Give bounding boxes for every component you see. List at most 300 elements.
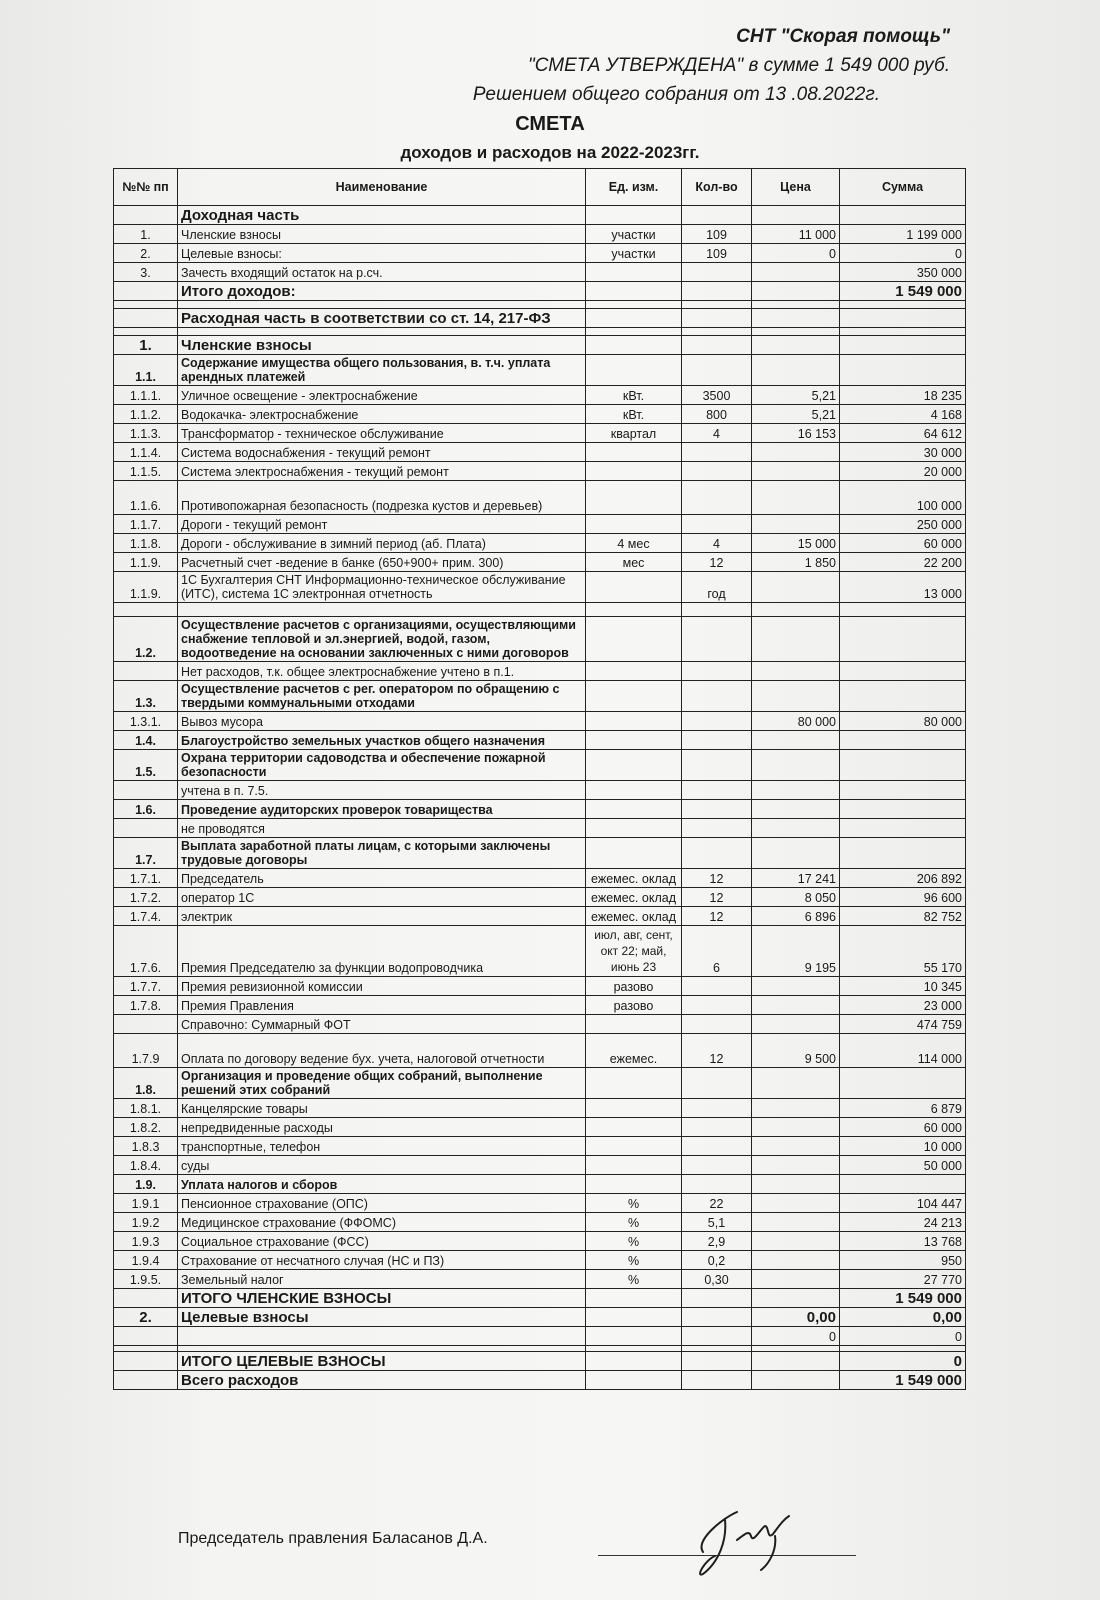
row-sum: 114 000 (840, 1034, 966, 1068)
row-price: 9 500 (752, 1034, 840, 1068)
row-sum: 0 (840, 1327, 966, 1346)
row-quantity (682, 1118, 752, 1137)
row-unit (586, 662, 682, 681)
row-number: 1.5. (114, 750, 178, 781)
row-unit: разово (586, 977, 682, 996)
table-row (114, 405, 966, 424)
table-row (114, 481, 966, 515)
row-unit (586, 206, 682, 225)
row-number: 1.1.3. (114, 424, 178, 443)
table-row (114, 731, 966, 750)
row-unit: кВт. (586, 405, 682, 424)
column-header-sum: Сумма (840, 169, 966, 206)
row-quantity (682, 301, 752, 309)
row-name: транспортные, телефон (178, 1137, 586, 1156)
document-subtitle: доходов и расходов на 2022-2023гг. (400, 143, 700, 162)
row-price (752, 603, 840, 617)
row-sum: 474 759 (840, 1015, 966, 1034)
row-name: Пенсионное страхование (ОПС) (178, 1194, 586, 1213)
row-quantity: 4 (682, 424, 752, 443)
row-name: оператор 1С (178, 888, 586, 907)
row-number: 1.7.2. (114, 888, 178, 907)
row-unit (586, 301, 682, 309)
row-name: Канцелярские товары (178, 1099, 586, 1118)
row-quantity: 109 (682, 225, 752, 244)
table-row (114, 443, 966, 462)
decision-date: Решением общего собрания от 13 .08.2022г. (472, 84, 880, 105)
table-row (114, 1327, 966, 1346)
row-sum: 0,00 (840, 1308, 966, 1327)
row-unit (586, 781, 682, 800)
row-sum (840, 617, 966, 662)
row-sum: 60 000 (840, 534, 966, 553)
row-sum (840, 328, 966, 336)
row-price: 0 (752, 244, 840, 263)
row-number: 1.7.1. (114, 869, 178, 888)
row-unit: % (586, 1213, 682, 1232)
table-row (114, 336, 966, 355)
table-row (114, 386, 966, 405)
table-row (114, 263, 966, 282)
row-sum: 30 000 (840, 443, 966, 462)
row-sum: 13 000 (840, 572, 966, 603)
table-row (114, 1068, 966, 1099)
table-row (114, 282, 966, 301)
table-row (114, 800, 966, 819)
row-price (752, 1156, 840, 1175)
row-name: Система электроснабжения - текущий ремонт (178, 462, 586, 481)
table-row (114, 819, 966, 838)
row-quantity (682, 1099, 752, 1118)
row-price (752, 572, 840, 603)
table-row (114, 1118, 966, 1137)
row-name (178, 603, 586, 617)
row-unit (586, 328, 682, 336)
row-unit (586, 481, 682, 515)
table-row (114, 617, 966, 662)
row-number (114, 206, 178, 225)
table-row (114, 1175, 966, 1194)
table-row (114, 572, 966, 603)
row-name: Водокачка- электроснабжение (178, 405, 586, 424)
row-number: 1.7.7. (114, 977, 178, 996)
row-quantity: 12 (682, 869, 752, 888)
row-unit (586, 572, 682, 603)
row-sum (840, 750, 966, 781)
row-name: Премия ревизионной комиссии (178, 977, 586, 996)
row-name: Проведение аудиторских проверок товарищества (178, 800, 586, 819)
row-price (752, 462, 840, 481)
row-name: Всего расходов (178, 1371, 586, 1390)
row-unit (586, 681, 682, 712)
row-number: 2. (114, 1308, 178, 1327)
row-quantity: год (682, 572, 752, 603)
table-row (114, 1156, 966, 1175)
row-number (114, 1015, 178, 1034)
row-unit: % (586, 1232, 682, 1251)
row-unit (586, 336, 682, 355)
row-name: Премия Председателю за функции водопроводчика (178, 926, 586, 977)
row-quantity (682, 1156, 752, 1175)
row-number (114, 662, 178, 681)
row-price (752, 838, 840, 869)
row-quantity (682, 1068, 752, 1099)
row-quantity (682, 328, 752, 336)
row-unit: % (586, 1270, 682, 1289)
row-sum (840, 206, 966, 225)
row-sum: 950 (840, 1251, 966, 1270)
row-name: Охрана территории садоводства и обеспечение пожарной безопасности (178, 750, 586, 781)
row-name: Организация и проведение общих собраний, выполнение решений этих собраний (178, 1068, 586, 1099)
row-number (114, 1289, 178, 1308)
row-quantity (682, 1289, 752, 1308)
row-price (752, 301, 840, 309)
row-sum: 10 345 (840, 977, 966, 996)
row-number (114, 1352, 178, 1371)
row-sum (840, 819, 966, 838)
row-unit (586, 800, 682, 819)
row-sum: 60 000 (840, 1118, 966, 1137)
row-name: электрик (178, 907, 586, 926)
row-price (752, 328, 840, 336)
row-price (752, 681, 840, 712)
row-sum: 23 000 (840, 996, 966, 1015)
row-name: Уплата налогов и сборов (178, 1175, 586, 1194)
table-row (114, 309, 966, 328)
table-row (114, 750, 966, 781)
row-number (114, 819, 178, 838)
row-name: Членские взносы (178, 225, 586, 244)
row-quantity (682, 800, 752, 819)
row-sum: 104 447 (840, 1194, 966, 1213)
row-number: 1.8.2. (114, 1118, 178, 1137)
row-name: Расчетный счет -ведение в банке (650+900+ прим. 300) (178, 553, 586, 572)
row-number: 1.1.4. (114, 443, 178, 462)
row-quantity: 12 (682, 553, 752, 572)
row-quantity (682, 996, 752, 1015)
row-quantity (682, 1308, 752, 1327)
row-name: Доходная часть (178, 206, 586, 225)
row-number: 1.6. (114, 800, 178, 819)
table-body (114, 206, 966, 1390)
signer-label: Председатель правления Баласанов Д.А. (178, 1530, 488, 1547)
row-unit (586, 1327, 682, 1346)
table-row (114, 553, 966, 572)
row-quantity (682, 681, 752, 712)
row-quantity (682, 515, 752, 534)
row-price (752, 481, 840, 515)
row-quantity (682, 481, 752, 515)
row-quantity: 12 (682, 888, 752, 907)
table-row (114, 681, 966, 712)
row-unit (586, 819, 682, 838)
row-price: 8 050 (752, 888, 840, 907)
row-number: 1.1.9. (114, 553, 178, 572)
row-number: 1.1.1. (114, 386, 178, 405)
row-quantity: 3500 (682, 386, 752, 405)
row-number: 1.7.4. (114, 907, 178, 926)
row-name: ИТОГО ЦЕЛЕВЫЕ ВЗНОСЫ (178, 1352, 586, 1371)
row-name: учтена в п. 7.5. (178, 781, 586, 800)
row-quantity (682, 336, 752, 355)
row-name: ИТОГО ЧЛЕНСКИЕ ВЗНОСЫ (178, 1289, 586, 1308)
row-unit: кВт. (586, 386, 682, 405)
table-row (114, 996, 966, 1015)
row-quantity: 22 (682, 1194, 752, 1213)
row-price (752, 781, 840, 800)
row-price (752, 443, 840, 462)
row-name: Справочно: Суммарный ФОТ (178, 1015, 586, 1034)
table-row (114, 206, 966, 225)
row-sum: 4 168 (840, 405, 966, 424)
row-price (752, 355, 840, 386)
row-unit (586, 1137, 682, 1156)
row-number (114, 781, 178, 800)
row-quantity: 0,30 (682, 1270, 752, 1289)
row-unit (586, 1352, 682, 1371)
row-unit (586, 1156, 682, 1175)
table-row (114, 1352, 966, 1371)
table-row (114, 1213, 966, 1232)
row-price (752, 263, 840, 282)
row-name: Выплата заработной платы лицам, с которыми заключены трудовые договоры (178, 838, 586, 869)
row-sum: 96 600 (840, 888, 966, 907)
row-unit (586, 838, 682, 869)
row-price (752, 1232, 840, 1251)
row-price (752, 1270, 840, 1289)
row-quantity (682, 712, 752, 731)
column-header-name: Наименование (178, 169, 586, 206)
row-price: 5,21 (752, 386, 840, 405)
row-sum: 10 000 (840, 1137, 966, 1156)
row-unit (586, 1118, 682, 1137)
row-name: Зачесть входящий остаток на р.сч. (178, 263, 586, 282)
row-quantity: 12 (682, 1034, 752, 1068)
row-number (114, 309, 178, 328)
table-row (114, 1251, 966, 1270)
row-price (752, 662, 840, 681)
row-unit (586, 309, 682, 328)
row-price (752, 1068, 840, 1099)
row-quantity: 0,2 (682, 1251, 752, 1270)
row-sum: 350 000 (840, 263, 966, 282)
row-number: 1.3.1. (114, 712, 178, 731)
row-number: 1.7.6. (114, 926, 178, 977)
table-row (114, 301, 966, 309)
row-unit (586, 603, 682, 617)
row-name: Медицинское страхование (ФФОМС) (178, 1213, 586, 1232)
row-unit (586, 263, 682, 282)
table-row (114, 244, 966, 263)
row-number: 1.7.8. (114, 996, 178, 1015)
row-quantity: 4 (682, 534, 752, 553)
row-quantity (682, 309, 752, 328)
row-sum: 50 000 (840, 1156, 966, 1175)
table-row (114, 662, 966, 681)
row-name: Премия Правления (178, 996, 586, 1015)
row-price (752, 1015, 840, 1034)
table-row (114, 1099, 966, 1118)
row-unit (586, 1289, 682, 1308)
row-unit (586, 1015, 682, 1034)
row-quantity (682, 731, 752, 750)
approval-statement: "СМЕТА УТВЕРЖДЕНА" в сумме 1 549 000 руб. (527, 55, 950, 76)
row-name: Осуществление расчетов с организациями, осуществляющими снабжение тепловой и эл.энергией, водой, газом, водоотведение на основании заключенных с ними договоров (178, 617, 586, 662)
table-row (114, 1270, 966, 1289)
row-price: 9 195 (752, 926, 840, 977)
row-quantity (682, 1352, 752, 1371)
row-price (752, 750, 840, 781)
row-sum (840, 662, 966, 681)
row-price (752, 617, 840, 662)
row-sum (840, 800, 966, 819)
column-header-quantity: Кол-во (682, 169, 752, 206)
row-price: 11 000 (752, 225, 840, 244)
row-sum: 1 549 000 (840, 282, 966, 301)
table-row (114, 869, 966, 888)
row-number: 1. (114, 336, 178, 355)
row-number (114, 603, 178, 617)
row-price (752, 282, 840, 301)
row-number: 1.9.1 (114, 1194, 178, 1213)
row-number: 1.4. (114, 731, 178, 750)
row-name: Содержание имущества общего пользования, в. т.ч. уплата арендных платежей (178, 355, 586, 386)
row-quantity (682, 838, 752, 869)
row-sum (840, 1175, 966, 1194)
row-number: 3. (114, 263, 178, 282)
row-sum: 80 000 (840, 712, 966, 731)
row-sum (840, 309, 966, 328)
row-number (114, 1371, 178, 1390)
row-name: не проводятся (178, 819, 586, 838)
row-name: Дороги - обслуживание в зимний период (аб. Плата) (178, 534, 586, 553)
row-price (752, 1118, 840, 1137)
row-unit: ежемес. оклад (586, 869, 682, 888)
table-row (114, 1289, 966, 1308)
row-unit (586, 462, 682, 481)
table-row (114, 328, 966, 336)
row-name: Трансформатор - техническое обслуживание (178, 424, 586, 443)
row-name: Дороги - текущий ремонт (178, 515, 586, 534)
column-header-number: №№ пп (114, 169, 178, 206)
row-sum (840, 838, 966, 869)
row-unit: % (586, 1251, 682, 1270)
row-unit: мес (586, 553, 682, 572)
row-unit (586, 1099, 682, 1118)
row-unit (586, 443, 682, 462)
row-name: Целевые взносы (178, 1308, 586, 1327)
row-quantity: 109 (682, 244, 752, 263)
row-unit: ежемес. оклад (586, 888, 682, 907)
row-name: 1С Бухгалтерия СНТ Информационно-техническое обслуживание (ИТС), система 1С электронная отчетность (178, 572, 586, 603)
row-number: 1.7.9 (114, 1034, 178, 1068)
row-sum: 18 235 (840, 386, 966, 405)
row-price: 1 850 (752, 553, 840, 572)
table-row (114, 712, 966, 731)
row-name: Земельный налог (178, 1270, 586, 1289)
row-unit: квартал (586, 424, 682, 443)
row-unit (586, 750, 682, 781)
row-sum (840, 1068, 966, 1099)
row-sum (840, 681, 966, 712)
row-quantity: 800 (682, 405, 752, 424)
row-sum (840, 603, 966, 617)
row-price (752, 977, 840, 996)
row-sum (840, 781, 966, 800)
row-quantity (682, 263, 752, 282)
table-row (114, 355, 966, 386)
table-row (114, 1015, 966, 1034)
row-unit (586, 617, 682, 662)
row-price: 16 153 (752, 424, 840, 443)
row-price (752, 800, 840, 819)
row-unit: % (586, 1194, 682, 1213)
table-row (114, 838, 966, 869)
row-unit (586, 282, 682, 301)
row-price (752, 1213, 840, 1232)
row-unit: ежемес. оклад (586, 907, 682, 926)
row-quantity (682, 443, 752, 462)
row-sum: 20 000 (840, 462, 966, 481)
row-number: 1.8. (114, 1068, 178, 1099)
column-header-unit: Ед. изм. (586, 169, 682, 206)
row-number: 1.7. (114, 838, 178, 869)
handwritten-signature (665, 1500, 815, 1580)
row-number (114, 1327, 178, 1346)
row-sum: 250 000 (840, 515, 966, 534)
table-row (114, 1137, 966, 1156)
row-number: 1.8.1. (114, 1099, 178, 1118)
row-sum: 27 770 (840, 1270, 966, 1289)
table-row (114, 462, 966, 481)
row-price (752, 1137, 840, 1156)
row-number: 1.1.9. (114, 572, 178, 603)
row-price (752, 515, 840, 534)
row-number: 1.9.2 (114, 1213, 178, 1232)
row-number: 1.1.8. (114, 534, 178, 553)
row-name: Целевые взносы: (178, 244, 586, 263)
row-quantity: 12 (682, 907, 752, 926)
row-price: 80 000 (752, 712, 840, 731)
row-sum: 1 549 000 (840, 1289, 966, 1308)
row-number: 2. (114, 244, 178, 263)
row-quantity (682, 750, 752, 781)
row-quantity (682, 617, 752, 662)
row-price (752, 1289, 840, 1308)
row-name: Осуществление расчетов с рег. оператором по обращению с твердыми коммунальными отходами (178, 681, 586, 712)
row-number: 1.8.4. (114, 1156, 178, 1175)
row-sum (840, 731, 966, 750)
row-price (752, 206, 840, 225)
table-row (114, 534, 966, 553)
row-name (178, 301, 586, 309)
row-sum: 24 213 (840, 1213, 966, 1232)
row-price (752, 1099, 840, 1118)
row-price (752, 1194, 840, 1213)
row-unit: 4 мес (586, 534, 682, 553)
row-sum (840, 355, 966, 386)
row-number: 1.9.4 (114, 1251, 178, 1270)
table-row (114, 1194, 966, 1213)
row-quantity: 6 (682, 926, 752, 977)
table-header-row (114, 169, 966, 206)
table-row (114, 1034, 966, 1068)
table-row (114, 926, 966, 977)
row-quantity (682, 1015, 752, 1034)
row-quantity (682, 1175, 752, 1194)
table-row (114, 1232, 966, 1251)
row-price: 0 (752, 1327, 840, 1346)
